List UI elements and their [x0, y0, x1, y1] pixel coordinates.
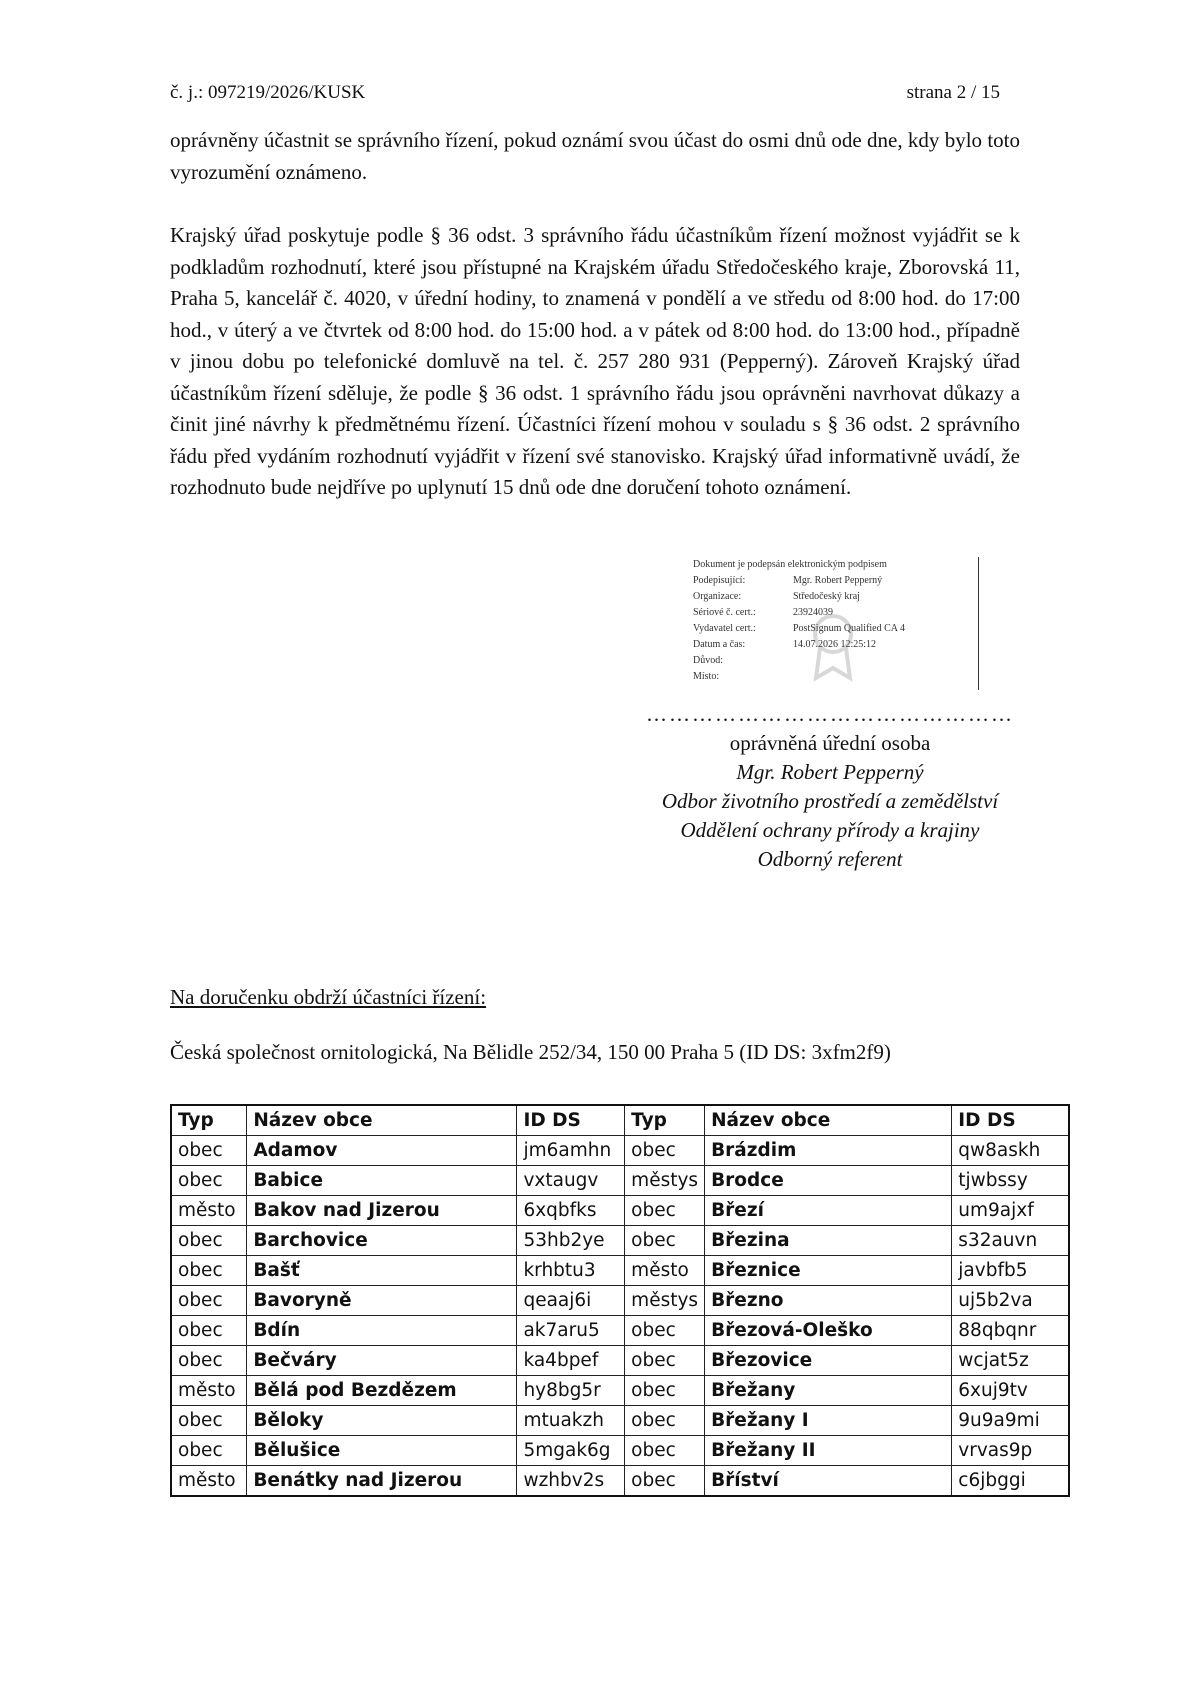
table-row [171, 1436, 1069, 1466]
signatory-department: Odbor životního prostředí a zemědělství [661, 789, 999, 813]
data-box-id-cell: 6xuj9tv [952, 1376, 1069, 1406]
data-box-id-cell: wzhbv2s [517, 1466, 625, 1497]
data-box-id-cell: vrvas9p [952, 1436, 1069, 1466]
table-header-row [171, 1105, 1069, 1136]
data-box-id-cell: 9u9a9mi [952, 1406, 1069, 1436]
signature-line: ………………………………………… [646, 702, 1014, 726]
table-row [171, 1196, 1069, 1226]
municipality-type-cell: město [625, 1256, 705, 1286]
municipality-type-cell: obec [171, 1316, 247, 1346]
data-box-id-cell: uj5b2va [952, 1286, 1069, 1316]
esig-row: Vydavatel cert.: PostSignum Qualified CA 4 [693, 623, 905, 634]
table-row [171, 1466, 1069, 1497]
municipality-type-cell: obec [625, 1196, 705, 1226]
data-box-id-cell: 88qbqnr [952, 1316, 1069, 1346]
esig-row: Sériové č. cert.: 23924039 [693, 607, 833, 618]
municipality-type-cell: město [171, 1376, 247, 1406]
column-header: ID DS [517, 1105, 625, 1136]
data-box-id-cell: ka4bpef [517, 1346, 625, 1376]
municipality-type-cell: městys [625, 1166, 705, 1196]
municipality-name-cell: Bakov nad Jizerou [247, 1196, 517, 1226]
municipality-type-cell: obec [171, 1436, 247, 1466]
signatory-position: Odborný referent [757, 847, 903, 871]
table-row [171, 1166, 1069, 1196]
esig-row: Organizace: Středočeský kraj [693, 591, 860, 602]
data-box-id-cell: 5mgak6g [517, 1436, 625, 1466]
data-box-id-cell: krhbtu3 [517, 1256, 625, 1286]
municipality-type-cell: obec [625, 1466, 705, 1497]
data-box-id-cell: jm6amhn [517, 1136, 625, 1166]
municipality-name-cell: Březová-Oleško [705, 1316, 952, 1346]
paragraph-documents-access: Krajský úřad poskytuje podle § 36 odst. 3 správního řádu účastníkům řízení možnost vyjádřit se k podkladům rozhodnutí, které jsou přístupné na Krajském úřadu Středočeského kraje, Zborovská 11, Praha 5, kancelář č. 4020, v úřední hodiny, to znamená v pondělí a ve středu od 8:00 hod. do 17:00 hod., v úterý a ve čtvrtek od 8:00 hod. do 15:00 hod. a v pátek od 8:00 hod. do 13:00 hod., případně v jinou dobu po telefonické domluvě na tel. č. 257 280 931 (Pepperný). Zároveň Krajský úřad účastníkům řízení sděluje, že podle § 36 odst. 1 správního řádu jsou oprávněni navrhovat důkazy a činit jiné návrhy k předmětnému řízení. Účastníci řízení mohou v souladu s § 36 odst. 2 správního řádu před vydáním rozhodnutí vyjádřit v řízení své stanovisko. Krajský úřad informativně uvádí, že rozhodnuto bude nejdříve po uplynutí 15 dnů ode dne doručení tohoto oznámení. [170, 223, 1020, 499]
municipality-type-cell: obec [171, 1256, 247, 1286]
column-header: Typ [171, 1105, 247, 1136]
municipality-name-cell: Babice [247, 1166, 517, 1196]
table-row [171, 1376, 1069, 1406]
table-row [171, 1136, 1069, 1166]
municipality-name-cell: Běloky [247, 1406, 517, 1436]
table-row [171, 1346, 1069, 1376]
data-box-id-cell: javbfb5 [952, 1256, 1069, 1286]
municipality-name-cell: Brázdim [705, 1136, 952, 1166]
municipality-name-cell: Břežany II [705, 1436, 952, 1466]
signature-block [640, 700, 1020, 874]
municipality-type-cell: obec [171, 1136, 247, 1166]
municipality-name-cell: Benátky nad Jizerou [247, 1466, 517, 1497]
document-reference: č. j.: 097219/2026/KUSK [170, 82, 366, 103]
page-number: strana 2 / 15 [906, 82, 1000, 103]
municipality-type-cell: obec [171, 1226, 247, 1256]
municipality-type-cell: obec [171, 1286, 247, 1316]
data-box-id-cell: mtuakzh [517, 1406, 625, 1436]
electronic-signature-box [693, 557, 979, 690]
esig-row: Datum a čas: 14.07.2026 12:25:12 [693, 639, 877, 650]
data-box-id-cell: wcjat5z [952, 1346, 1069, 1376]
esig-title: Dokument je podepsán elektronickým podpisem [693, 559, 887, 570]
data-box-id-cell: hy8bg5r [517, 1376, 625, 1406]
municipality-name-cell: Březnice [705, 1256, 952, 1286]
table-row [171, 1226, 1069, 1256]
municipality-name-cell: Březí [705, 1196, 952, 1226]
data-box-id-cell: vxtaugv [517, 1166, 625, 1196]
signatory-name: Mgr. Robert Pepperný [736, 760, 924, 784]
municipality-name-cell: Břežany I [705, 1406, 952, 1436]
municipality-type-cell: obec [171, 1406, 247, 1436]
data-box-id-cell: 53hb2ye [517, 1226, 625, 1256]
recipient-organization: Česká společnost ornitologická, Na Bělidle 252/34, 150 00 Praha 5 (ID DS: 3xfm2f9) [170, 1040, 891, 1064]
municipality-name-cell: Březina [705, 1226, 952, 1256]
municipality-name-cell: Březno [705, 1286, 952, 1316]
municipality-name-cell: Bečváry [247, 1346, 517, 1376]
esig-row: Důvod: [693, 655, 723, 666]
column-header: Název obce [705, 1105, 952, 1136]
municipality-name-cell: Bdín [247, 1316, 517, 1346]
signature-seal-icon [808, 612, 858, 682]
municipality-name-cell: Bělušice [247, 1436, 517, 1466]
data-box-id-cell: ak7aru5 [517, 1316, 625, 1346]
data-box-id-cell: s32auvn [952, 1226, 1069, 1256]
data-box-id-cell: c6jbggi [952, 1466, 1069, 1497]
table-row [171, 1316, 1069, 1346]
municipality-name-cell: Bělá pod Bezdězem [247, 1376, 517, 1406]
municipality-name-cell: Bašť [247, 1256, 517, 1286]
table-row [171, 1256, 1069, 1286]
esig-row: Podepisující: Mgr. Robert Pepperný [693, 575, 883, 586]
municipality-type-cell: obec [171, 1346, 247, 1376]
signatory-role: oprávněná úřední osoba [729, 731, 931, 755]
municipality-type-cell: město [171, 1196, 247, 1226]
municipality-type-cell: obec [171, 1166, 247, 1196]
municipalities-table [170, 1104, 1070, 1497]
municipality-type-cell: obec [625, 1136, 705, 1166]
municipality-type-cell: městys [625, 1286, 705, 1316]
data-box-id-cell: qeaaj6i [517, 1286, 625, 1316]
municipality-type-cell: obec [625, 1316, 705, 1346]
data-box-id-cell: qw8askh [952, 1136, 1069, 1166]
municipality-type-cell: město [171, 1466, 247, 1497]
recipients-heading: Na doručenku obdrží účastníci řízení: [170, 985, 487, 1009]
column-header: Název obce [247, 1105, 517, 1136]
municipality-type-cell: obec [625, 1346, 705, 1376]
paragraph-participation: oprávněny účastnit se správního řízení, pokud oznámí svou účast do osmi dnů ode dne, kdy bylo toto vyrozumění oznámeno. [170, 128, 1020, 184]
municipality-type-cell: obec [625, 1406, 705, 1436]
municipality-type-cell: obec [625, 1226, 705, 1256]
municipality-type-cell: obec [625, 1376, 705, 1406]
municipality-name-cell: Březovice [705, 1346, 952, 1376]
table-row [171, 1286, 1069, 1316]
column-header: ID DS [952, 1105, 1069, 1136]
table-body [171, 1136, 1069, 1497]
data-box-id-cell: tjwbssy [952, 1166, 1069, 1196]
municipality-name-cell: Bavoryně [247, 1286, 517, 1316]
column-header: Typ [625, 1105, 705, 1136]
data-box-id-cell: um9ajxf [952, 1196, 1069, 1226]
municipality-type-cell: obec [625, 1436, 705, 1466]
municipality-name-cell: Bříství [705, 1466, 952, 1497]
table-row [171, 1406, 1069, 1436]
data-box-id-cell: 6xqbfks [517, 1196, 625, 1226]
municipality-name-cell: Barchovice [247, 1226, 517, 1256]
municipality-name-cell: Adamov [247, 1136, 517, 1166]
signatory-section: Oddělení ochrany přírody a krajiny [680, 818, 980, 842]
municipality-name-cell: Břežany [705, 1376, 952, 1406]
municipality-name-cell: Brodce [705, 1166, 952, 1196]
esig-row: Místo: [693, 671, 720, 682]
